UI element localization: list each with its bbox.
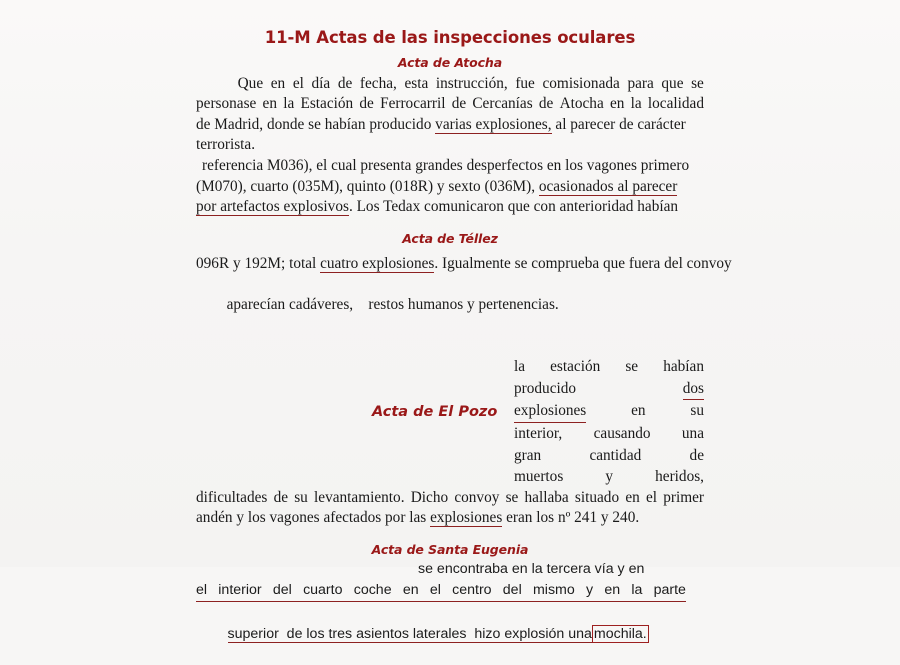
word: de [538, 95, 554, 113]
word: parte [653, 582, 686, 599]
word: cantidad [589, 446, 642, 464]
word: Atocha [559, 95, 604, 113]
word: esta [404, 75, 429, 92]
word: se [505, 488, 519, 506]
word: fue [515, 75, 535, 92]
word: Cercanías [472, 95, 533, 113]
word: instrucción, [435, 75, 508, 92]
highlight-varias-explosiones: varias explosiones, [435, 115, 552, 133]
word: Dicho [410, 488, 449, 506]
highlight-por-artefactos-explosivos: por artefactos explosivos [196, 198, 349, 216]
word: en [402, 582, 419, 599]
text-line [514, 423, 704, 445]
text-run: eran los nº 241 y 240. [502, 509, 640, 527]
word: gran [514, 446, 542, 464]
text-run: aparecían cadáveres, restos humanos y pertenencias. [226, 296, 559, 314]
word: comisionada [542, 75, 620, 92]
text-line [514, 400, 704, 423]
word: producido [514, 379, 577, 397]
word: primer [663, 488, 704, 506]
text-line [196, 177, 704, 197]
highlight-box-mochila: mochila. [593, 626, 647, 643]
text-run: . Los Tedax comunicaron que con anterioridad habían [348, 198, 679, 216]
word: en [631, 402, 646, 420]
highlight-cuatro-explosiones: cuatro explosiones [320, 255, 435, 273]
word: de [359, 95, 374, 113]
section-heading-tellez: Acta de Téllez [402, 231, 498, 247]
word: convoy [454, 488, 500, 506]
word: en [604, 582, 621, 599]
word: interior [218, 582, 262, 599]
word: día [311, 75, 331, 92]
word: interior, [514, 424, 563, 442]
word: el [429, 582, 441, 599]
word: estación [550, 357, 601, 375]
word: en [625, 488, 640, 506]
section-heading-atocha: Acta de Atocha [397, 55, 503, 70]
text-run: superior de los tres asientos laterales hizo explosión una [227, 626, 592, 643]
word: cuarto [303, 582, 343, 599]
pozo-continuation-paragraph [196, 488, 704, 529]
text-run: . Igualmente se comprueba que fuera del convoy [434, 255, 732, 273]
text-line [196, 254, 732, 274]
word: del [272, 582, 292, 599]
highlight-ocasionados-al-parecer: ocasionados al parecer [538, 177, 678, 195]
word: personase [196, 95, 257, 113]
word: su [294, 488, 308, 506]
tellez-paragraph [196, 254, 732, 335]
word: la [283, 95, 295, 113]
text-line [196, 74, 704, 94]
text-line [196, 508, 704, 528]
text-line [196, 488, 704, 508]
pozo-block [196, 356, 704, 486]
section-heading-el-pozo: Acta de El Pozo [372, 403, 498, 420]
word: la [631, 582, 643, 599]
word: que [661, 75, 684, 92]
text-line [196, 115, 704, 135]
pozo-column-text [514, 356, 704, 488]
text-run: 096R y 192M; total [196, 255, 321, 273]
text-line: terrorista. [196, 136, 256, 154]
word: en [609, 95, 625, 113]
word: en [270, 75, 286, 92]
text-line [196, 94, 704, 114]
word: de [337, 75, 353, 92]
word: para [627, 75, 654, 92]
highlight-dos: dos [683, 378, 704, 401]
word: Estación [300, 95, 354, 113]
word: Ferrocarril [380, 95, 446, 113]
text-line [514, 466, 704, 488]
word: de [273, 488, 289, 506]
text-run: andén y los vagones afectados por las [196, 509, 431, 527]
word: dificultades [196, 488, 268, 506]
word: habían [663, 357, 704, 375]
word: y [585, 582, 594, 599]
text-line [196, 559, 704, 580]
word: el [196, 582, 208, 599]
word: el [645, 488, 658, 506]
section-heading-santa-eugenia: Acta de Santa Eugenia [371, 542, 529, 558]
text-run: referencia M036), el cual presenta grandes desperfectos en los vagones primero [202, 157, 690, 175]
word: situado [574, 488, 620, 506]
text-line [196, 580, 686, 602]
text-line [196, 604, 704, 665]
text-line [514, 378, 704, 401]
atocha-paragraph-1 [196, 74, 704, 155]
word: una [681, 424, 704, 442]
word: se [625, 357, 639, 375]
highlight-explosiones: explosiones [514, 400, 586, 423]
word: y [605, 468, 614, 486]
text-line [196, 197, 704, 217]
word: mismo [532, 582, 575, 599]
text-run: se encontraba en la tercera vía y en [418, 561, 645, 578]
word: de [689, 446, 704, 464]
highlight-explosiones-2: explosiones [430, 509, 503, 527]
atocha-paragraph-2 [196, 156, 704, 217]
word: hallaba [524, 488, 569, 506]
page-title: 11-M Actas de las inspecciones oculares [264, 28, 636, 47]
word: coche [353, 582, 392, 599]
word: muertos [514, 468, 564, 486]
word: heridos, [655, 468, 704, 486]
word: la [514, 357, 526, 375]
text-run: al parecer de carácter [551, 115, 686, 133]
text-run: de Madrid, donde se habían producido [196, 115, 436, 133]
word: se [691, 75, 704, 92]
word: Que [237, 75, 264, 92]
word: del [502, 582, 522, 599]
text-line [514, 445, 704, 467]
word: el [292, 75, 304, 92]
word: centro [452, 582, 492, 599]
word: causando [593, 424, 651, 442]
text-line [514, 356, 704, 378]
word: de [451, 95, 467, 113]
word: localidad [647, 95, 704, 113]
text-line [196, 275, 704, 336]
word: levantamiento. [314, 488, 405, 506]
word: fecha, [359, 75, 397, 92]
word: la [630, 95, 642, 113]
text-line [196, 156, 704, 176]
word: en [262, 95, 277, 113]
santa-eugenia-paragraph [196, 559, 704, 665]
word: su [690, 402, 704, 420]
document-body [196, 0, 732, 665]
text-run: (M070), cuarto (035M), quinto (018R) y sexto (036M), [196, 177, 539, 195]
